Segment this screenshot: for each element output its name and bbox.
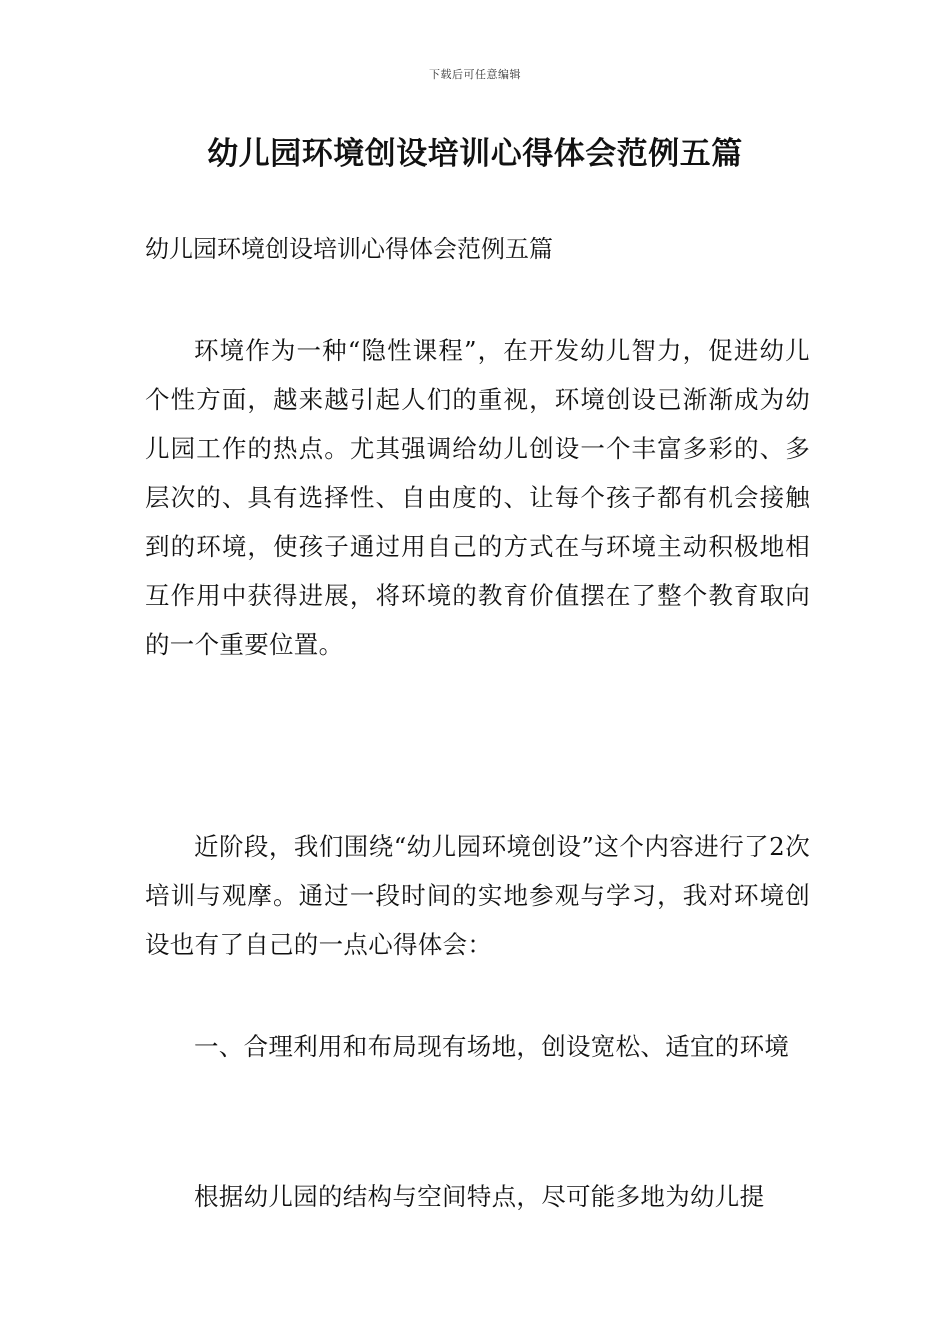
section-heading-1: 一、合理利用和布局现有场地，创设宽松、适宜的环境 xyxy=(194,1032,790,1061)
header-note: 下载后可任意编辑 xyxy=(429,68,521,81)
document-title: 幼儿园环境创设培训心得体会范例五篇 xyxy=(207,136,743,172)
document-subtitle: 幼儿园环境创设培训心得体会范例五篇 xyxy=(145,235,553,263)
paragraph-section-1: 根据幼儿园的结构与空间特点，尽可能多地为幼儿提 xyxy=(194,1182,765,1211)
paragraph-intro: 环境作为一种“隐性课程”，在开发幼儿智力，促进幼儿个性方面，越来越引起人们的重视，环境创设已渐渐成为幼儿园工作的热点。尤其强调给幼儿创设一个丰富多彩的、多层次的、具有选择性、自由度的、让每个孩子都有机会接触到的环境，使孩子通过用自己的方式在与环境主动积极地相互作用中获得进展，将环境的教育价值摆在了整个教育取向的一个重要位置。 xyxy=(145,336,810,659)
paragraph-training: 近阶段，我们围绕“幼儿园环境创设”这个内容进行了2次培训与观摩。通过一段时间的实地参观与学习，我对环境创设也有了自己的一点心得体会： xyxy=(145,832,810,959)
